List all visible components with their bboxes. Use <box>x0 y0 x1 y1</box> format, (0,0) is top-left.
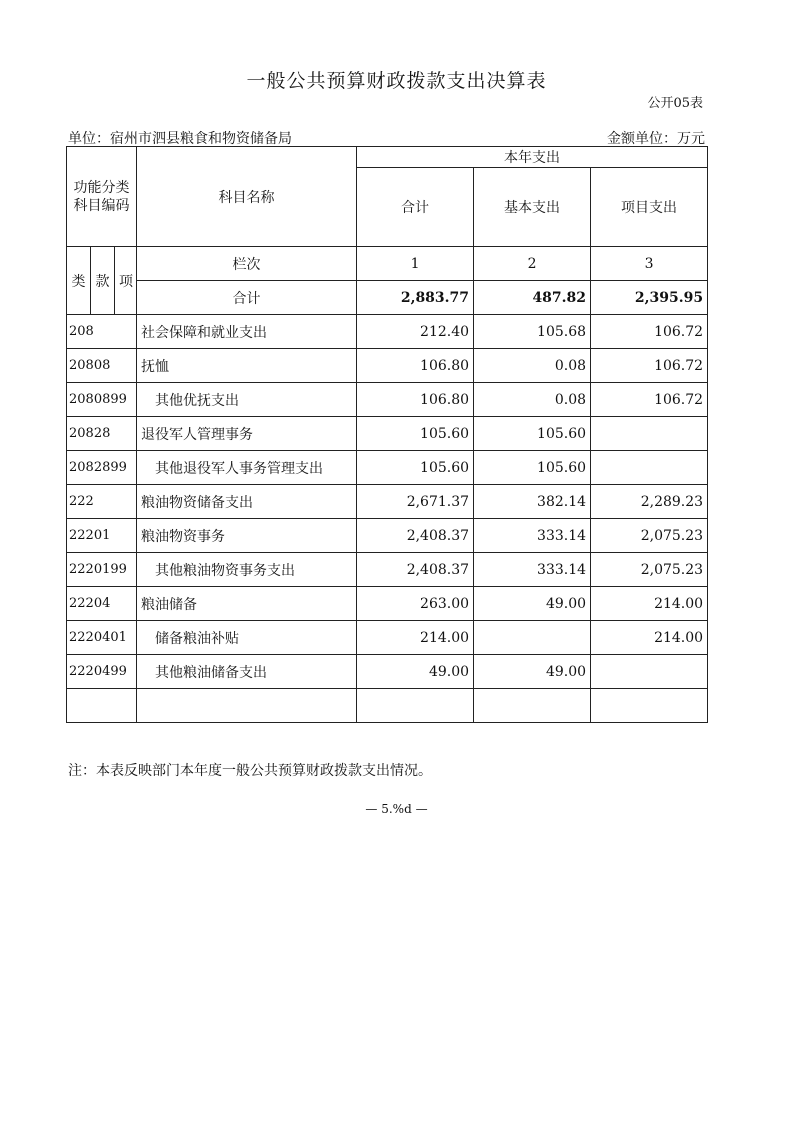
page-title: 一般公共预算财政拨款支出决算表 <box>246 70 547 92</box>
row-code: 2220199 <box>67 553 137 587</box>
row-code: 20808 <box>67 349 137 383</box>
row-name: 其他粮油储备支出 <box>137 655 357 689</box>
row-name: 粮油物资储备支出 <box>137 485 357 519</box>
row-basic: 333.14 <box>474 519 591 553</box>
row-project <box>591 417 708 451</box>
table-row <box>67 349 708 383</box>
row-name: 粮油储备 <box>137 587 357 621</box>
row-project: 214.00 <box>591 621 708 655</box>
current-year-header: 本年支出 <box>357 147 708 168</box>
basic-header: 基本支出 <box>474 168 591 247</box>
row-total: 105.60 <box>357 451 474 485</box>
amount-unit-label: 金额单位：万元 <box>607 131 705 147</box>
sum-label: 合计 <box>137 281 357 315</box>
row-total: 106.80 <box>357 349 474 383</box>
table-row <box>67 519 708 553</box>
table-row <box>67 621 708 655</box>
row-name: 其他粮油物资事务支出 <box>137 553 357 587</box>
row-name: 抚恤 <box>137 349 357 383</box>
row-code: 22204 <box>67 587 137 621</box>
page-number: — 5.%d — <box>365 802 428 816</box>
row-name: 其他退役军人事务管理支出 <box>137 451 357 485</box>
row-name: 社会保障和就业支出 <box>137 315 357 349</box>
table-row <box>67 655 708 689</box>
row-project: 106.72 <box>591 315 708 349</box>
row-code: 22201 <box>67 519 137 553</box>
row-project: 2,289.23 <box>591 485 708 519</box>
row-name: 粮油物资事务 <box>137 519 357 553</box>
subject-name-header: 科目名称 <box>137 147 357 247</box>
row-name: 其他优抚支出 <box>137 383 357 417</box>
row-code: 2220499 <box>67 655 137 689</box>
col-index-3: 3 <box>591 247 708 281</box>
col-index-2: 2 <box>474 247 591 281</box>
row-code: 208 <box>67 315 137 349</box>
row-total: 214.00 <box>357 621 474 655</box>
row-total: 49.00 <box>357 655 474 689</box>
row-basic: 49.00 <box>474 587 591 621</box>
row-basic: 105.60 <box>474 417 591 451</box>
table-row <box>67 383 708 417</box>
row-basic: 333.14 <box>474 553 591 587</box>
row-project: 2,075.23 <box>591 553 708 587</box>
func-code-header: 功能分类 科目编码 <box>67 147 137 247</box>
row-name: 储备粮油补贴 <box>137 621 357 655</box>
project-header: 项目支出 <box>591 168 708 247</box>
row-total: 2,408.37 <box>357 553 474 587</box>
form-number: 公开05表 <box>647 96 703 111</box>
row-total: 106.80 <box>357 383 474 417</box>
table-row <box>67 587 708 621</box>
row-project: 106.72 <box>591 349 708 383</box>
row-code: 222 <box>67 485 137 519</box>
row-total: 105.60 <box>357 417 474 451</box>
xiang-header: 项 <box>115 247 137 315</box>
row-project: 106.72 <box>591 383 708 417</box>
sum-basic: 487.82 <box>474 281 591 315</box>
table-row <box>67 315 708 349</box>
row-name: 退役军人管理事务 <box>137 417 357 451</box>
row-project: 2,075.23 <box>591 519 708 553</box>
row-project <box>591 451 708 485</box>
table-row <box>67 485 708 519</box>
row-total: 212.40 <box>357 315 474 349</box>
table-row <box>67 451 708 485</box>
row-code: 2220401 <box>67 621 137 655</box>
expenditure-table <box>66 146 708 723</box>
row-project <box>591 655 708 689</box>
lanci-label: 栏次 <box>137 247 357 281</box>
row-code: 2082899 <box>67 451 137 485</box>
col-index-1: 1 <box>357 247 474 281</box>
row-basic: 105.60 <box>474 451 591 485</box>
unit-label: 单位：宿州市泗县粮食和物资储备局 <box>68 131 292 147</box>
row-total: 2,671.37 <box>357 485 474 519</box>
total-header: 合计 <box>357 168 474 247</box>
empty-row <box>67 689 708 723</box>
kuan-header: 款 <box>91 247 115 315</box>
row-basic: 105.68 <box>474 315 591 349</box>
row-code: 2080899 <box>67 383 137 417</box>
row-total: 263.00 <box>357 587 474 621</box>
row-project: 214.00 <box>591 587 708 621</box>
row-total: 2,408.37 <box>357 519 474 553</box>
row-basic: 0.08 <box>474 383 591 417</box>
row-basic: 49.00 <box>474 655 591 689</box>
lei-header: 类 <box>67 247 91 315</box>
row-code: 20828 <box>67 417 137 451</box>
row-basic: 382.14 <box>474 485 591 519</box>
table-row <box>67 417 708 451</box>
footnote: 注：本表反映部门本年度一般公共预算财政拨款支出情况。 <box>68 763 432 779</box>
sum-total: 2,883.77 <box>357 281 474 315</box>
row-basic <box>474 621 591 655</box>
sum-project: 2,395.95 <box>591 281 708 315</box>
table-row <box>67 553 708 587</box>
row-basic: 0.08 <box>474 349 591 383</box>
